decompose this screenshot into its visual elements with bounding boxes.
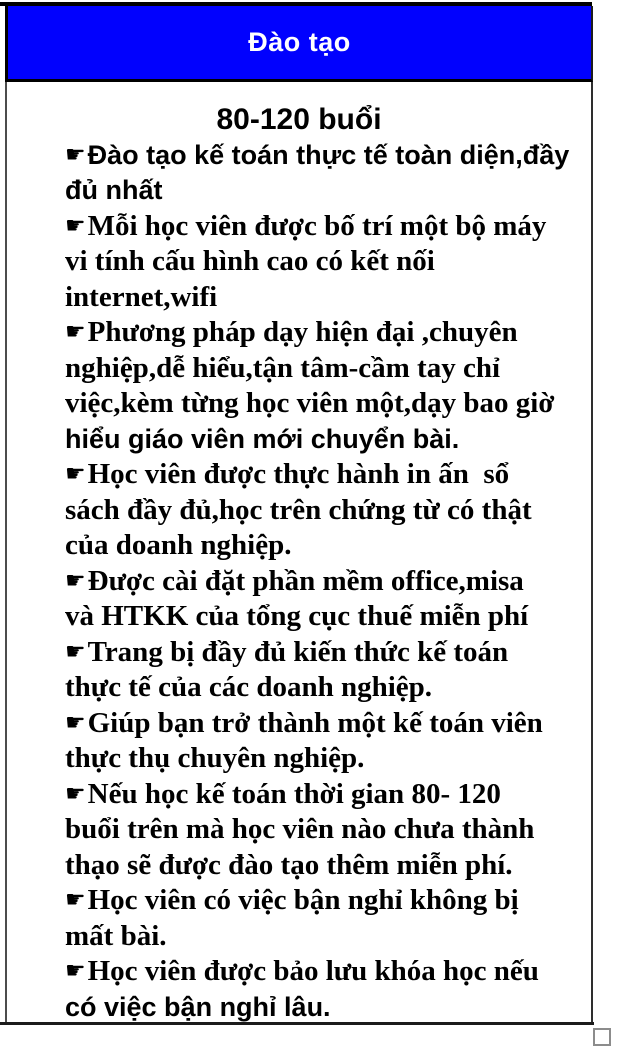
text-line: ☛Học viên được thực hành in ấn sổ (65, 458, 510, 490)
text-line: buổi trên mà học viên nào chưa thành (65, 813, 535, 845)
text-line: và HTKK của tổng cục thuế miễn phí (65, 600, 529, 632)
session-count-heading: 80-120 buổi (216, 103, 382, 136)
pointing-hand-icon: ☛ (65, 780, 86, 807)
pointing-hand-icon: ☛ (65, 958, 86, 984)
text-line: ☛Phương pháp dạy hiện đại ,chuyên (65, 316, 518, 348)
pointing-hand-icon: ☛ (65, 638, 86, 665)
table-header-cell (5, 6, 593, 82)
text-line: ☛Học viên được bảo lưu khóa học nếu (65, 955, 539, 987)
text-line: thạo sẽ được đào tạo thêm miễn phí. (65, 848, 513, 881)
pointing-hand-icon: ☛ (65, 212, 86, 239)
text-line: vi tính cấu hình cao có kết nối (65, 245, 435, 277)
text-line: internet,wifi (65, 280, 218, 313)
pointing-hand-icon: ☛ (65, 567, 86, 594)
text-line: mất bài. (65, 919, 167, 952)
table-resize-handle[interactable] (593, 1028, 611, 1046)
pointing-hand-icon: ☛ (65, 709, 86, 736)
text-line: ☛Được cài đặt phần mềm office,misa (65, 564, 524, 597)
text-line: của doanh nghiệp. (65, 529, 292, 561)
text-line: thực tế của các doanh nghiệp. (65, 671, 433, 703)
text-line: có việc bận nghỉ lâu. (65, 991, 331, 1022)
bullet-list (7, 138, 591, 1026)
text-line: ☛Giúp bạn trở thành một kế toán viên (65, 706, 543, 739)
text-line: sách đầy đủ,học trên chứng từ có thật (65, 493, 532, 526)
table-bottom-border (0, 1022, 594, 1025)
text-line: ☛Trang bị đầy đủ kiến thức kế toán (65, 635, 509, 668)
text-line: đủ nhất (65, 175, 163, 205)
text-line: ☛Đào tạo kế toán thực tế toàn diện,đầy (65, 139, 570, 170)
pointing-hand-icon: ☛ (65, 141, 86, 168)
text-line: ☛Mỗi học viên được bố trí một bộ máy (65, 209, 547, 242)
text-line: thực thụ chuyên nghiệp. (65, 742, 365, 774)
text-line: nghiệp,dễ hiểu,tận tâm-cầm tay chỉ (65, 351, 500, 384)
pointing-hand-icon: ☛ (65, 319, 86, 345)
pointing-hand-icon: ☛ (65, 461, 86, 487)
text-line: ☛Nếu học kế toán thời gian 80- 120 (65, 777, 501, 810)
text-line: hiểu giáo viên mới chuyển bài. (65, 423, 460, 454)
text-line: ☛Học viên có việc bận nghỉ không bị (65, 884, 519, 916)
table-body-cell (5, 82, 593, 1022)
text-line: việc,kèm từng học viên một,dạy bao giờ (65, 387, 555, 419)
pointing-hand-icon: ☛ (65, 887, 86, 913)
header-title: Đào tạo (248, 27, 351, 57)
